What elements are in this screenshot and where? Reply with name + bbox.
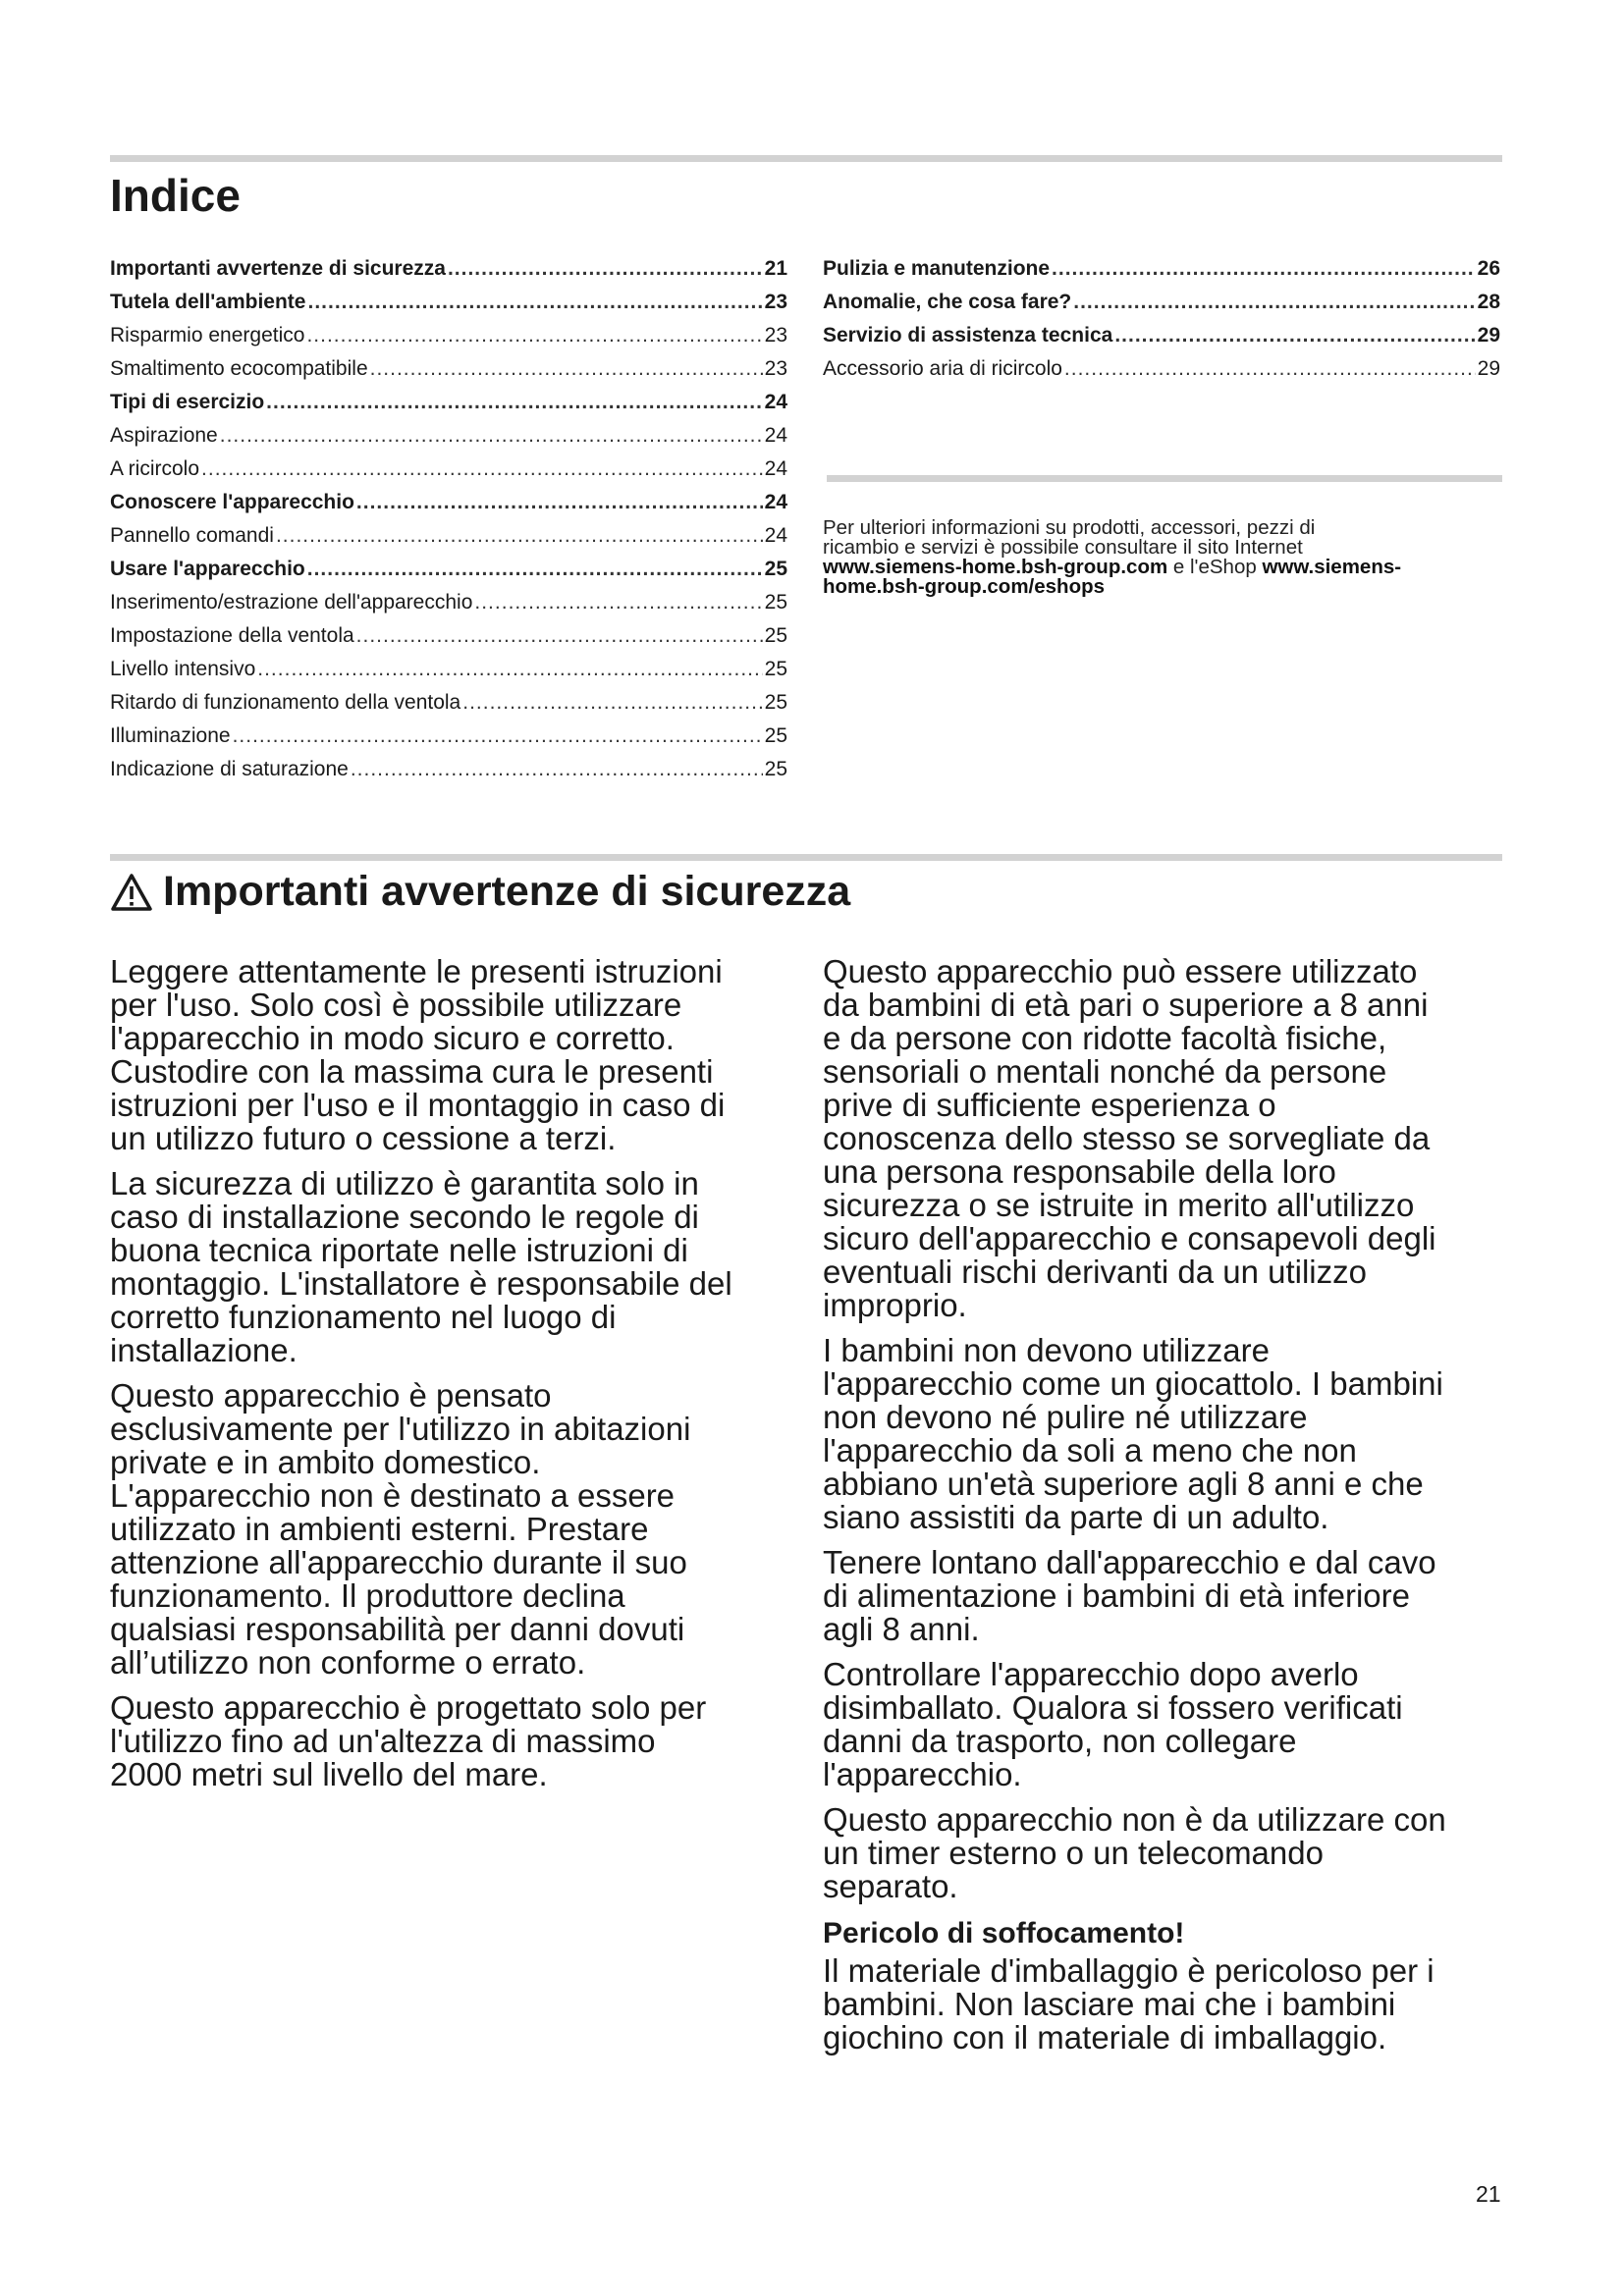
eshop-link[interactable]: www.siemens- home.bsh-group.com/eshops [823,556,1402,598]
toc-leader-dots [462,691,762,715]
toc-entry-label: Indicazione di saturazione [110,758,349,780]
toc-entry-label: Smaltimento ecocompatibile [110,357,368,380]
toc-leader-dots [201,457,763,481]
toc-entry[interactable] [110,658,787,691]
index-title: Indice [110,170,241,221]
toc-entry-page: 25 [764,658,787,680]
toc-entry[interactable] [110,357,787,391]
toc-entry-page: 24 [764,524,787,547]
toc-entry[interactable] [110,457,787,491]
toc-entry-label: Importanti avvertenze di sicurezza [110,257,446,280]
website-link[interactable]: www.siemens-home.bsh-group.com [823,556,1168,578]
section-title [110,868,850,916]
toc-entry[interactable] [823,324,1500,357]
toc-entry[interactable] [110,291,787,324]
toc-leader-dots [266,391,762,414]
toc-entry[interactable] [110,591,787,624]
toc-entry-label: Aspirazione [110,424,218,447]
toc-entry-page: 29 [1477,357,1500,380]
toc-entry[interactable] [110,324,787,357]
toc-entry-label: Anomalie, che cosa fare? [823,291,1072,313]
safety-paragraph: Questo apparecchio è progettato solo per l'utilizzo fino ad un'altezza di massimo 2000 metri sul livello del mare. [110,1689,707,1792]
safety-paragraph: Tenere lontano dall'apparecchio e dal cavo di alimentazione i bambini di età inferiore agli 8 anni. [823,1544,1436,1647]
toc-entry[interactable] [110,758,787,791]
safety-paragraph: Leggere attentamente le presenti istruzioni per l'uso. Solo così è possibile utilizzare l'apparecchio in modo sicuro e corretto. Custodire con la massima cura le presenti istruzioni per l'uso e il montaggio in caso di un utilizzo futuro o cessione a terzi. [110,953,726,1156]
toc-entry-page: 25 [764,691,787,714]
toc-entry-page: 23 [764,324,787,347]
toc-entry-page: 24 [764,457,787,480]
toc-leader-dots [370,357,763,381]
toc-entry[interactable] [110,424,787,457]
toc-entry-page: 25 [764,558,787,580]
toc-entry[interactable] [110,691,787,724]
toc-entry[interactable] [823,257,1500,291]
toc-entry-label: Risparmio energetico [110,324,305,347]
toc-leader-dots [1052,257,1476,281]
toc-entry-label: Usare l'apparecchio [110,558,305,580]
toc-leader-dots [233,724,763,748]
toc-entry-page: 24 [764,491,787,513]
toc-entry[interactable] [110,624,787,658]
toc-entry[interactable] [110,724,787,758]
toc-entry-page: 21 [764,257,787,280]
info-text-connector: e l'eShop [1167,556,1263,578]
toc-leader-dots [1064,357,1476,381]
safety-paragraph: Questo apparecchio è pensato esclusivamente per l'utilizzo in abitazioni private e in ambito domestico. L'apparecchio non è destinato a essere utilizzato in ambienti esterni. Prestare attenzione all'apparecchio durante il suo funzionamento. Il produttore declina qualsiasi responsabilità per danni dovuti all’utilizzo non conforme o errato. [110,1377,691,1681]
toc-entry-label: Livello intensivo [110,658,256,680]
toc-entry-label: Tutela dell'ambiente [110,291,306,313]
safety-paragraph: I bambini non devono utilizzare l'apparecchio come un giocattolo. I bambini non devono né pulire né utilizzare l'apparecchio da soli a meno che non abbiano un'età superiore agli 8 anni e che siano assistiti da parte di un adulto. [823,1332,1443,1535]
page-number: 21 [1476,2181,1501,2207]
toc-entry-page: 24 [764,391,787,413]
toc-leader-dots [257,658,762,681]
toc-entry-label: Conoscere l'apparecchio [110,491,354,513]
info-text: Per ulteriori informazioni su prodotti, accessori, pezzi di ricambio e servizi è possibile consultare il sito Internet [823,516,1316,559]
toc-entry-label: Servizio di assistenza tecnica [823,324,1113,347]
toc-leader-dots [356,624,763,648]
toc-entry-page: 23 [764,291,787,313]
toc-entry-page: 25 [764,758,787,780]
toc-entry-label: Accessorio aria di ricircolo [823,357,1062,380]
toc-entry-page: 25 [764,591,787,614]
toc-leader-dots [1073,291,1475,314]
toc-entry-label: Impostazione della ventola [110,624,354,647]
toc-entry[interactable] [110,391,787,424]
warning-paragraph: Il materiale d'imballaggio è pericoloso per i bambini. Non lasciare mai che i bambini giochino con il materiale di imballaggio. [823,1952,1435,2056]
toc-entry-page: 26 [1477,257,1500,280]
top-rule [110,155,1502,162]
toc-entry[interactable] [823,357,1500,391]
toc-entry-label: Ritardo di funzionamento della ventola [110,691,461,714]
section-title-text: Importanti avvertenze di sicurezza [163,868,851,915]
safety-paragraph: Questo apparecchio può essere utilizzato da bambini di età pari o superiore a 8 anni e da persone con ridotte facoltà fisiche, sensoriali o mentali nonché da persone prive di sufficiente esperienza o conoscenza dello stesso se sorvegliate da una persona responsabile della loro sicurezza o se istruite in merito all'utilizzo sicuro dell'apparecchio e consapevoli degli eventuali rischi derivanti da un utilizzo improprio. [823,953,1436,1323]
toc-leader-dots [448,257,763,281]
toc-leader-dots [220,424,763,448]
toc-entry[interactable] [110,524,787,558]
section-rule [110,854,1502,861]
toc-entry-label: A ricircolo [110,457,200,480]
toc-entry-page: 23 [764,357,787,380]
toc-left-column [110,257,787,791]
toc-entry-label: Pulizia e manutenzione [823,257,1051,280]
toc-entry-label: Tipi di esercizio [110,391,265,413]
toc-entry-page: 28 [1477,291,1500,313]
warning-heading: Pericolo di soffocamento! [823,1917,1185,1949]
toc-leader-dots [356,491,763,514]
toc-leader-dots [307,558,763,581]
safety-paragraph: Controllare l'apparecchio dopo averlo disimballato. Qualora si fossero verificati danni da trasporto, non collegare l'apparecchio. [823,1656,1403,1792]
toc-leader-dots [474,591,762,614]
toc-entry[interactable] [823,291,1500,324]
toc-entry-page: 24 [764,424,787,447]
toc-right-column [823,257,1500,391]
toc-leader-dots [276,524,763,548]
toc-entry-label: Pannello comandi [110,524,274,547]
warning-triangle-icon [110,873,153,912]
safety-paragraph: Questo apparecchio non è da utilizzare con un timer esterno o un telecomando separato. [823,1801,1446,1904]
toc-entry-page: 25 [764,724,787,747]
toc-entry-page: 25 [764,624,787,647]
toc-leader-dots [1114,324,1475,347]
toc-entry[interactable] [110,491,787,524]
toc-leader-dots [351,758,763,781]
safety-right-column [823,955,1510,2066]
more-info-text [823,518,1500,597]
safety-left-column [110,955,797,1803]
info-rule [827,475,1502,482]
toc-leader-dots [306,324,762,347]
toc-entry-page: 29 [1477,324,1500,347]
safety-paragraph: La sicurezza di utilizzo è garantita solo in caso di installazione secondo le regole di buona tecnica riportate nelle istruzioni di montaggio. L'installatore è responsabile del corretto funzionamento nel luogo di installazione. [110,1165,732,1368]
toc-entry-label: Inserimento/estrazione dell'apparecchio [110,591,473,614]
toc-leader-dots [307,291,762,314]
toc-entry-label: Illuminazione [110,724,231,747]
toc-entry[interactable] [110,257,787,291]
toc-entry[interactable] [110,558,787,591]
